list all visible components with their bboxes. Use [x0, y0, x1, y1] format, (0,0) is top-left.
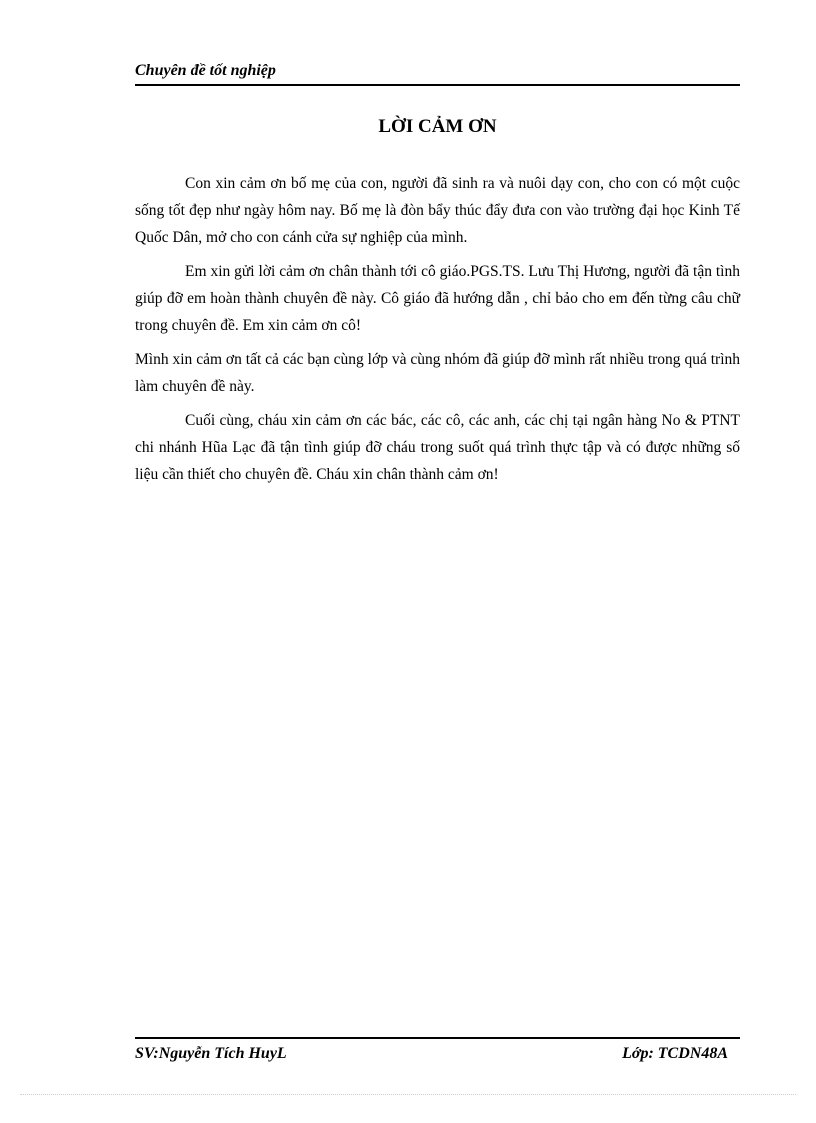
- footer-student: SV:Nguyễn Tích HuyL: [135, 1045, 287, 1062]
- paragraph-parents: Con xin cảm ơn bố mẹ của con, người đã sinh ra và nuôi dạy con, cho con có một cuộc sống tốt đẹp như ngày hôm nay. Bố mẹ là đòn bẩy thúc đẩy đưa con vào trường đại học Kinh Tế Quốc Dân, mở cho con cánh cửa sự nghiệp của mình.: [135, 175, 740, 246]
- paragraph-classmates: Mình xin cảm ơn tất cả các bạn cùng lớp và cùng nhóm đã giúp đỡ mình rất nhiều trong quá trình làm chuyên đề này.: [135, 351, 740, 395]
- page-bottom-edge: [20, 1094, 796, 1095]
- header-title: Chuyên đề tốt nghiệp: [135, 62, 276, 79]
- page-footer: [135, 1037, 740, 1069]
- footer-class: Lớp: TCDN48A: [622, 1045, 728, 1062]
- page-header: [135, 60, 740, 86]
- paragraph-bank: Cuối cùng, cháu xin cảm ơn các bác, các cô, các anh, các chị tại ngân hàng No & PTNT chi nhánh Hũa Lạc đã tận tình giúp đỡ cháu trong suốt quá trình thực tập và có được những số liệu cần thiết cho chuyên đề. Cháu xin chân thành cảm ơn!: [135, 412, 740, 483]
- document-body: [135, 170, 740, 495]
- page-title: LỜI CẢM ƠN: [378, 116, 497, 137]
- paragraph-teacher: Em xin gửi lời cảm ơn chân thành tới cô giáo.PGS.TS. Lưu Thị Hương, người đã tận tình giúp đỡ em hoàn thành chuyên đề này. Cô giáo đã hướng dẫn , chỉ bảo cho em đến từng câu chữ trong chuyên đề. Em xin cảm ơn cô!: [135, 263, 740, 334]
